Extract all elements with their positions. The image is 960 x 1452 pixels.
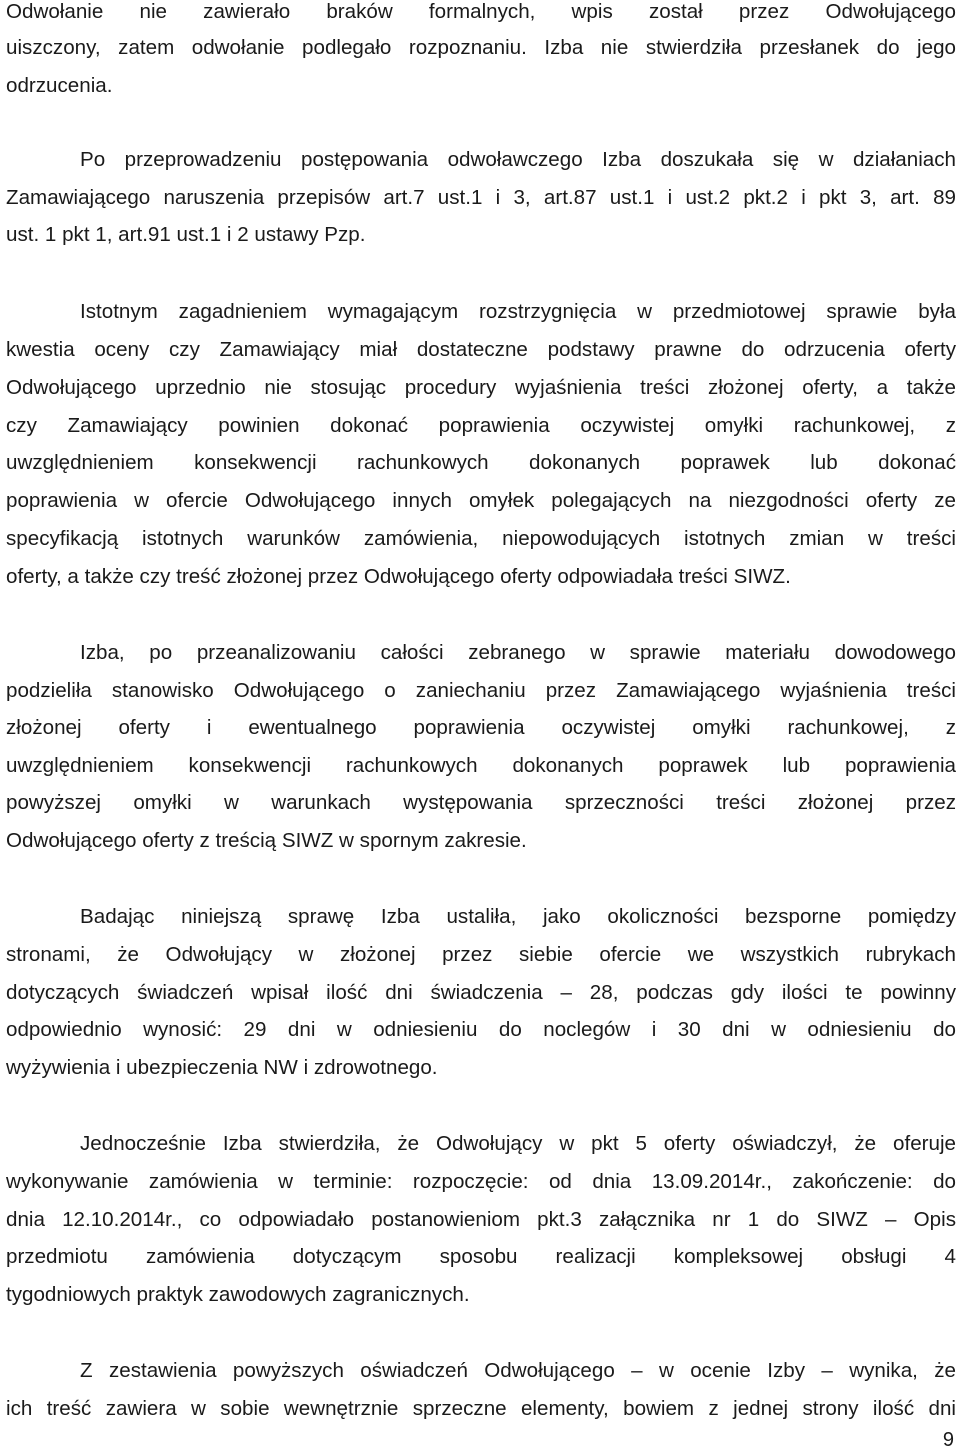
text-line: uwzględnieniem konsekwencji rachunkowych dokonanych poprawek lub dokonać <box>6 451 956 474</box>
text-line: odpowiednio wynosić: 29 dni w odniesieniu do noclegów i 30 dni w odniesieniu do <box>6 1018 956 1041</box>
text-line: kwestia oceny czy Zamawiający miał dostateczne podstawy prawne do odrzucenia oferty <box>6 338 956 361</box>
text-line: dnia 12.10.2014r., co odpowiadało postanowieniom pkt.3 załącznika nr 1 do SIWZ – Opis <box>6 1208 956 1231</box>
text-line: Jednocześnie Izba stwierdziła, że Odwołujący w pkt 5 oferty oświadczył, że oferuje <box>80 1132 956 1155</box>
text-line: wykonywanie zamówienia w terminie: rozpoczęcie: od dnia 13.09.2014r., zakończenie: do <box>6 1170 956 1193</box>
text-line: powyższej omyłki w warunkach występowania sprzeczności treści złożonej przez <box>6 791 956 814</box>
text-line: Odwołującego oferty z treścią SIWZ w spornym zakresie. <box>6 829 527 852</box>
text-line: wyżywienia i ubezpieczenia NW i zdrowotnego. <box>6 1056 438 1079</box>
page-number: 9 <box>942 1429 954 1451</box>
text-line: uiszczony, zatem odwołanie podlegało rozpoznaniu. Izba nie stwierdziła przesłanek do jego <box>6 36 956 59</box>
text-line: uwzględnieniem konsekwencji rachunkowych dokonanych poprawek lub poprawienia <box>6 754 956 777</box>
text-line: podzieliła stanowisko Odwołującego o zaniechaniu przez Zamawiającego wyjaśnienia treści <box>6 679 956 702</box>
text-line: dotyczących świadczeń wpisał ilość dni świadczenia – 28, podczas gdy ilości te powinny <box>6 981 956 1004</box>
text-line: specyfikacją istotnych warunków zamówienia, niepowodujących istotnych zmian w treści <box>6 527 956 550</box>
text-line: Po przeprowadzeniu postępowania odwoławczego Izba doszukała się w działaniach <box>80 148 956 171</box>
text-line: ich treść zawiera w sobie wewnętrznie sprzeczne elementy, bowiem z jednej strony ilość dni <box>6 1397 956 1420</box>
text-line: poprawienia w ofercie Odwołującego innych omyłek polegających na niezgodności oferty ze <box>6 489 956 512</box>
text-line: tygodniowych praktyk zawodowych zagranicznych. <box>6 1283 470 1306</box>
text-line: Odwołującego uprzednio nie stosując procedury wyjaśnienia treści złożonej oferty, a także <box>6 376 956 399</box>
text-line: Odwołanie nie zawierało braków formalnych, wpis został przez Odwołującego <box>6 0 956 23</box>
text-line: oferty, a także czy treść złożonej przez Odwołującego oferty odpowiadała treści SIWZ. <box>6 565 791 588</box>
text-line: przedmiotu zamówienia dotyczącym sposobu realizacji kompleksowej obsługi 4 <box>6 1245 956 1268</box>
text-line: Badając niniejszą sprawę Izba ustaliła, jako okoliczności bezsporne pomiędzy <box>80 905 956 928</box>
text-line: Istotnym zagadnieniem wymagającym rozstrzygnięcia w przedmiotowej sprawie była <box>80 300 956 323</box>
text-line: ust. 1 pkt 1, art.91 ust.1 i 2 ustawy Pzp. <box>6 223 366 246</box>
text-line: Zamawiającego naruszenia przepisów art.7 ust.1 i 3, art.87 ust.1 i ust.2 pkt.2 i pkt 3, art. 89 <box>6 186 956 209</box>
text-line: Z zestawienia powyższych oświadczeń Odwołującego – w ocenie Izby – wynika, że <box>80 1359 956 1382</box>
text-line: odrzucenia. <box>6 74 113 97</box>
text-line: Izba, po przeanalizowaniu całości zebranego w sprawie materiału dowodowego <box>80 641 956 664</box>
text-line: czy Zamawiający powinien dokonać poprawienia oczywistej omyłki rachunkowej, z <box>6 414 956 437</box>
text-line: złożonej oferty i ewentualnego poprawienia oczywistej omyłki rachunkowej, z <box>6 716 956 739</box>
text-line: stronami, że Odwołujący w złożonej przez siebie ofercie we wszystkich rubrykach <box>6 943 956 966</box>
